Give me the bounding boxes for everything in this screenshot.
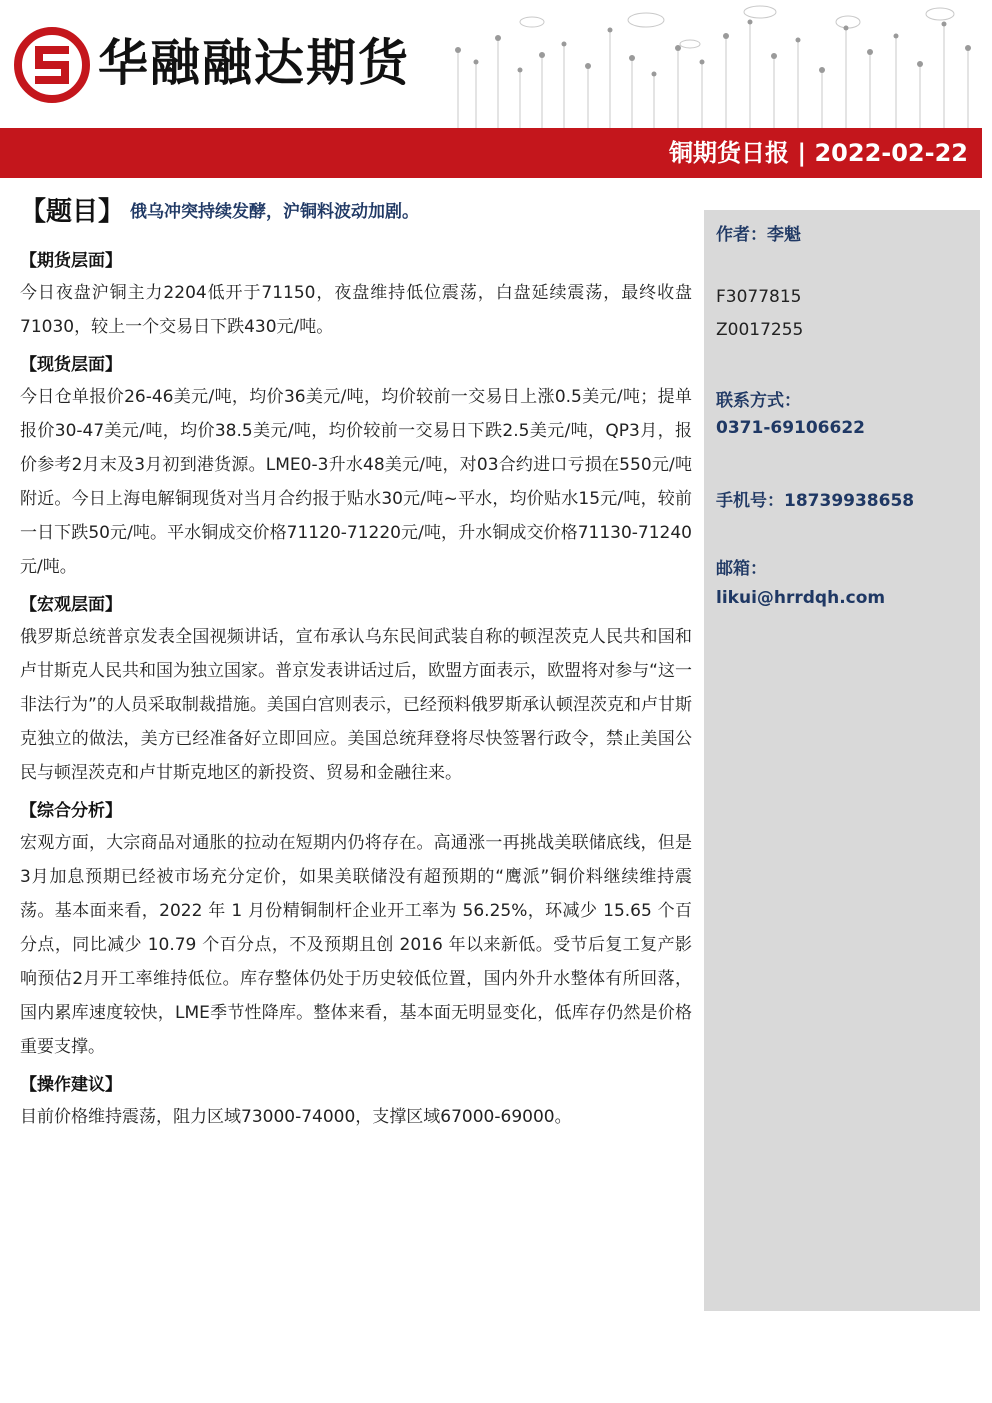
section-body-advice: 目前价格维持震荡，阻力区域73000-74000，支撑区域67000-69000。 xyxy=(20,1107,572,1127)
company-logo-icon xyxy=(14,27,90,103)
section-heading-advice: 【操作建议】 xyxy=(20,1075,122,1095)
header-decoration xyxy=(440,0,992,128)
contact-label: 联系方式： xyxy=(716,391,801,411)
report-title-row xyxy=(20,186,692,232)
report-header xyxy=(0,0,992,180)
contact-phone: 0371-69106622 xyxy=(716,418,865,438)
report-title-bar xyxy=(0,128,982,178)
article-title: 俄乌冲突持续发酵，沪铜料波动加剧。 xyxy=(130,201,420,222)
license-number-2: Z0017255 xyxy=(716,320,804,340)
license-number-1: F3077815 xyxy=(716,287,802,307)
title-tag: 【题目】 xyxy=(20,196,125,227)
section-body-macro: 俄罗斯总统普京发表全国视频讲话，宣布承认乌东民间武装自称的顿涅茨克人民共和国和卢甘斯克人民共和国为独立国家。普京发表讲话过后，欧盟方面表示，欧盟将对参与“这一非法行为”的人员采取制裁措施。美国白宫则表示，已经预料俄罗斯承认顿涅茨克和卢甘斯克独立的做法，美方已经准备好立即回应。美国总统拜登将尽快签署行政令，禁止美国公民与顿涅茨克和卢甘斯克地区的新投资、贸易和金融往来。 xyxy=(20,627,692,783)
author-sidebar xyxy=(704,210,980,1311)
report-body xyxy=(20,186,692,1134)
section-heading-spot: 【现货层面】 xyxy=(20,355,122,375)
email-address[interactable]: likui@hrrdqh.com xyxy=(716,588,886,608)
section-body-spot: 今日仓单报价26-46美元/吨，均价36美元/吨，均价较前一交易日上涨0.5美元/吨；提单报价30-47美元/吨，均价38.5美元/吨，均价较前一交易日下跌2.5美元/吨，QP3月，报价参考2月末及3月初到港货源。LME0-3升水48美元/吨，对03合约进口亏损在550元/吨附近。今日上海电解铜现货对当月合约报于贴水30元/吨~平水，均价贴水15元/吨，较前一日下跌50元/吨。平水铜成交价格71120-71220元/吨，升水铜成交价格71130-71240元/吨。 xyxy=(20,387,692,577)
section-heading-macro: 【宏观层面】 xyxy=(20,595,122,615)
mobile-phone: 手机号：18739938658 xyxy=(716,491,915,511)
section-body-analysis: 宏观方面，大宗商品对通胀的拉动在短期内仍将存在。高通涨一再挑战美联储底线，但是3月加息预期已经被市场充分定价，如果美联储没有超预期的“鹰派”铜价料继续维持震荡。基本面来看，2022 年 1 月份精铜制杆企业开工率为 56.25%，环减少 15.65 个百分点，同比减少 10.79 个百分点，不及预期且创 2016 年以来新低。受节后复工复产影响预估2月开工率维持低位。库存整体仍处于历史较低位置，国内外升水整体有所回落，国内累库速度较快，LME季节性降库。整体来看，基本面无明显变化，低库存仍然是价格重要支撑。 xyxy=(20,833,692,1057)
email-label: 邮箱： xyxy=(716,559,767,579)
report-title: 铜期货日报 | 2022-02-22 xyxy=(669,139,968,167)
section-heading-futures: 【期货层面】 xyxy=(20,251,122,271)
section-body-futures: 今日夜盘沪铜主力2204低开于71150，夜盘维持低位震荡，白盘延续震荡，最终收盘71030，较上一个交易日下跌430元/吨。 xyxy=(20,283,692,337)
section-heading-analysis: 【综合分析】 xyxy=(20,801,122,821)
author-name: 作者：李魁 xyxy=(716,225,801,245)
brand-name: 华融融达期货 xyxy=(98,34,410,92)
